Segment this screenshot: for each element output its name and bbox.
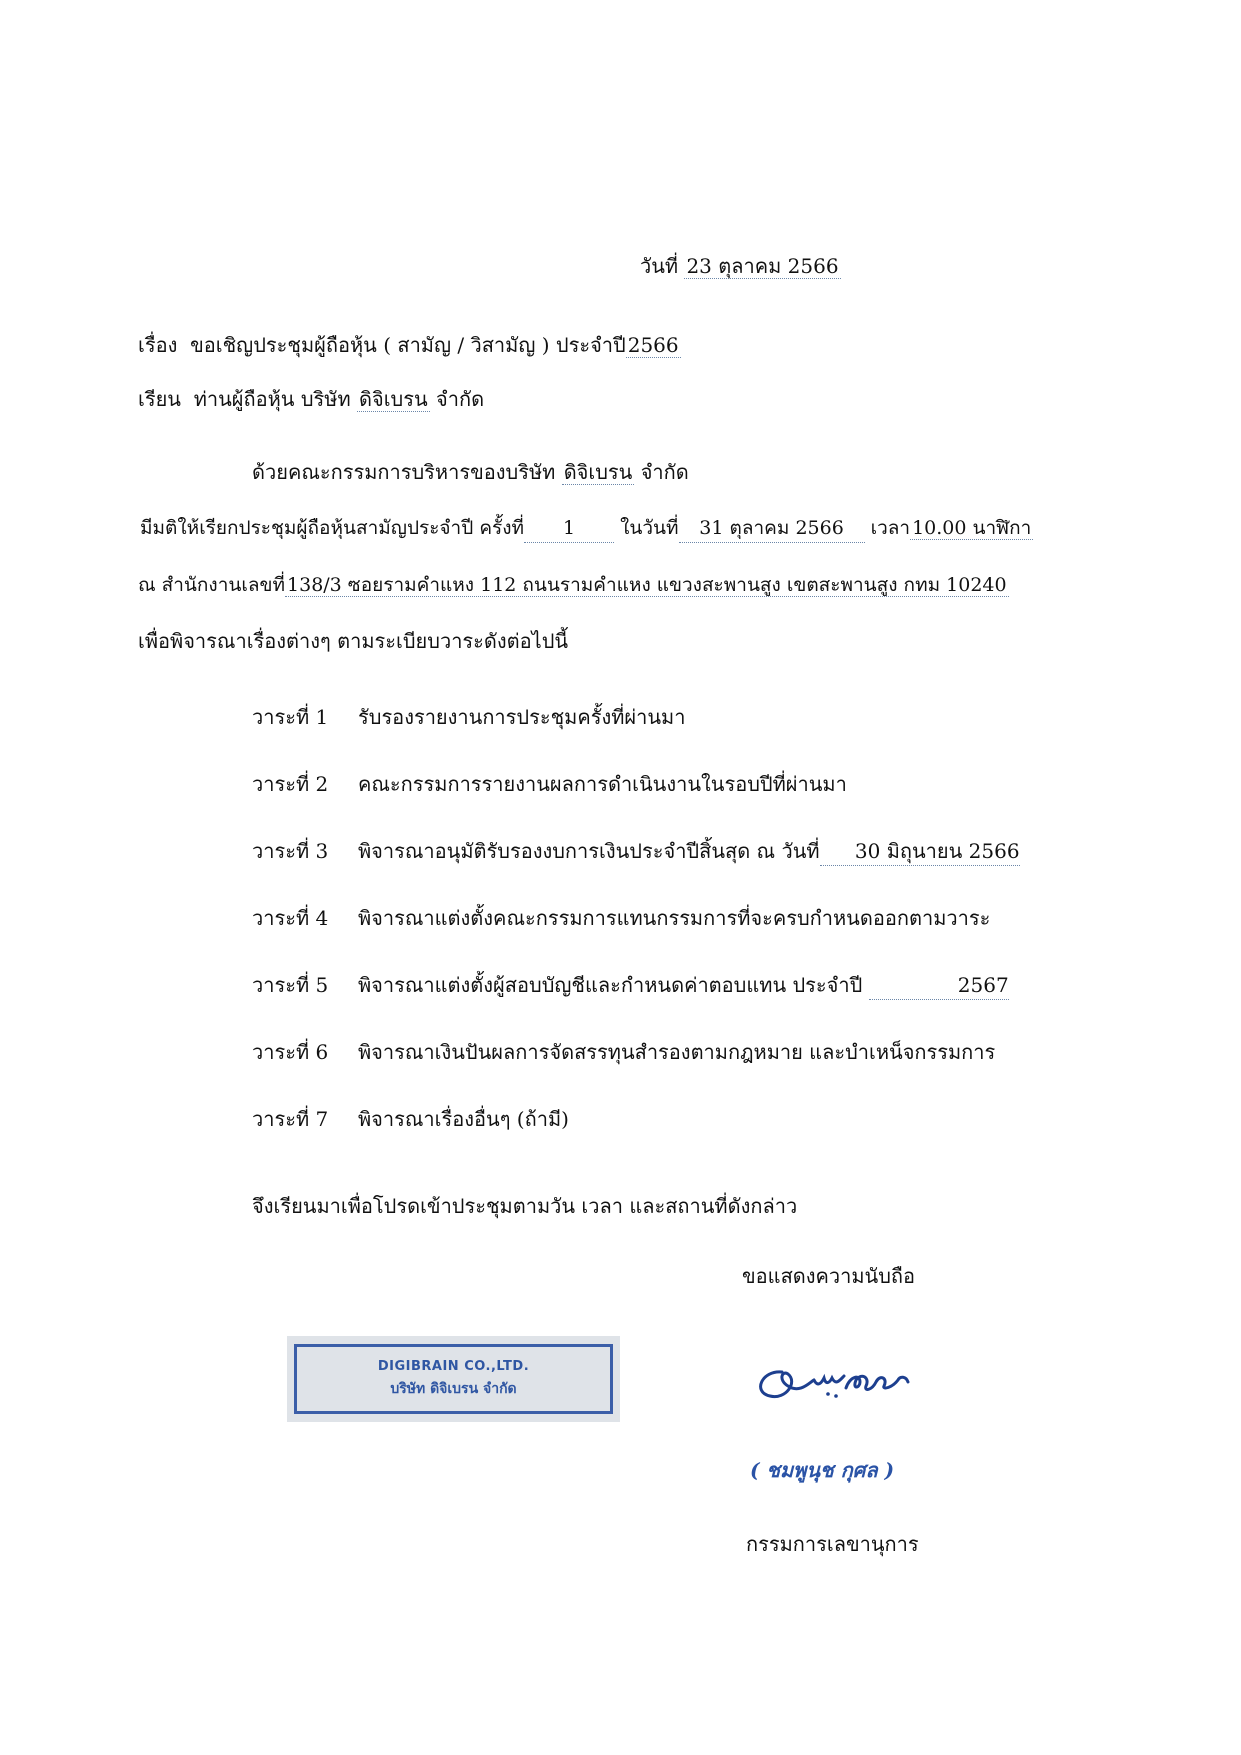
- closing-text: จึงเรียนมาเพื่อโปรดเข้าประชุมตามวัน เวลา และสถานที่ดังกล่าว: [252, 1194, 798, 1218]
- intro-company: ดิจิเบรน: [563, 460, 633, 484]
- agenda-number: วาระที่ 4: [252, 906, 329, 930]
- stamp-thai-name: บริษัท ดิจิเบรน จำกัด: [390, 1381, 517, 1397]
- meeting-number: 1: [524, 514, 614, 543]
- time-label: เวลา: [870, 517, 911, 539]
- agenda-text: พิจารณาแต่งตั้งคณะกรรมการแทนกรรมการที่จะครบกำหนดออกตามวาระ: [358, 906, 991, 930]
- agenda-fill: 30 มิถุนายน 2566: [820, 837, 1020, 866]
- signer-name-line: [750, 1456, 894, 1484]
- agenda-item-1: [252, 703, 685, 731]
- signer-name: ( ชมพูนุช กุศล ): [750, 1458, 895, 1482]
- stamp-border: [294, 1344, 613, 1414]
- signature-image: [748, 1352, 918, 1412]
- agenda-item-4: [252, 904, 990, 932]
- agenda-item-2: [252, 770, 847, 798]
- company-stamp: [287, 1336, 620, 1422]
- agenda-number: วาระที่ 7: [252, 1107, 329, 1131]
- agenda-number: วาระที่ 1: [252, 705, 329, 729]
- closing-line: [252, 1192, 797, 1220]
- agenda-text: พิจารณาแต่งตั้งผู้สอบบัญชีและกำหนดค่าตอบแทน ประจำปี: [358, 973, 863, 997]
- intro-line: [252, 458, 689, 486]
- agenda-item-5: [252, 971, 1009, 1000]
- agenda-fill: 2567: [869, 971, 1009, 1000]
- agenda-item-6: [252, 1038, 995, 1066]
- agenda-number: วาระที่ 3: [252, 839, 329, 863]
- subject-year: 2566: [627, 333, 679, 357]
- meeting-date: 31 ตุลาคม 2566: [679, 514, 865, 543]
- recipient-label: เรียน: [138, 387, 181, 411]
- location-line: [138, 571, 1009, 599]
- agenda-number: วาระที่ 6: [252, 1040, 329, 1064]
- meeting-time: 10.00 นาฬิกา: [912, 517, 1032, 539]
- agenda-text: คณะกรรมการรายงานผลการดำเนินงานในรอบปีที่ผ่านมา: [358, 772, 847, 796]
- regards-line: [742, 1262, 915, 1290]
- agenda-text: รับรองรายงานการประชุมครั้งที่ผ่านมา: [358, 705, 686, 729]
- agenda-item-7: [252, 1105, 569, 1133]
- purpose-line: [138, 627, 568, 655]
- date-value: 23 ตุลาคม 2566: [686, 254, 839, 278]
- recipient-suffix: จำกัด: [436, 387, 485, 411]
- agenda-number: วาระที่ 2: [252, 772, 329, 796]
- agenda-text: พิจารณาเงินปันผลการจัดสรรทุนสำรองตามกฎหมาย และบำเหน็จกรรมการ: [358, 1040, 996, 1064]
- agenda-item-3: [252, 837, 1020, 866]
- purpose-text: เพื่อพิจารณาเรื่องต่างๆ ตามระเบียบวาระดังต่อไปนี้: [138, 629, 569, 653]
- agenda-number: วาระที่ 5: [252, 973, 329, 997]
- intro-text: ด้วยคณะกรรมการบริหารของบริษัท: [252, 460, 556, 484]
- recipient-text: ท่านผู้ถือหุ้น บริษัท: [193, 387, 351, 411]
- signer-title: กรรมการเลขานุการ: [746, 1532, 919, 1556]
- subject-text: ขอเชิญประชุมผู้ถือหุ้น ( สามัญ / วิสามัญ ) ประจำปี: [190, 333, 626, 357]
- stamp-english-name: DIGIBRAIN CO.,LTD.: [377, 1359, 530, 1374]
- resolution-text: มีมติให้เรียกประชุมผู้ถือหุ้นสามัญประจำปี ครั้งที่: [140, 517, 525, 539]
- signer-title-line: [746, 1530, 919, 1558]
- agenda-text: พิจารณาเรื่องอื่นๆ (ถ้ามี): [358, 1107, 569, 1131]
- date-label: วันที่: [640, 254, 679, 278]
- recipient-company: ดิจิเบรน: [359, 387, 428, 411]
- recipient-line: [138, 385, 484, 413]
- agenda-text: พิจารณาอนุมัติรับรองงบการเงินประจำปีสิ้นสุด ณ วันที่: [358, 839, 820, 863]
- regards-text: ขอแสดงความนับถือ: [742, 1264, 916, 1288]
- resolution-line: [140, 514, 1033, 543]
- date-line: [640, 252, 841, 280]
- intro-company-suffix: จำกัด: [640, 460, 689, 484]
- location-label: ณ สำนักงานเลขที่: [138, 574, 286, 596]
- subject-label: เรื่อง: [138, 333, 178, 357]
- on-date-label: ในวันที่: [620, 517, 679, 539]
- subject-line: [138, 331, 681, 359]
- location-value: 138/3 ซอยรามคำแหง 112 ถนนรามคำแหง แขวงสะพานสูง เขตสะพานสูง กทม 10240: [287, 574, 1007, 596]
